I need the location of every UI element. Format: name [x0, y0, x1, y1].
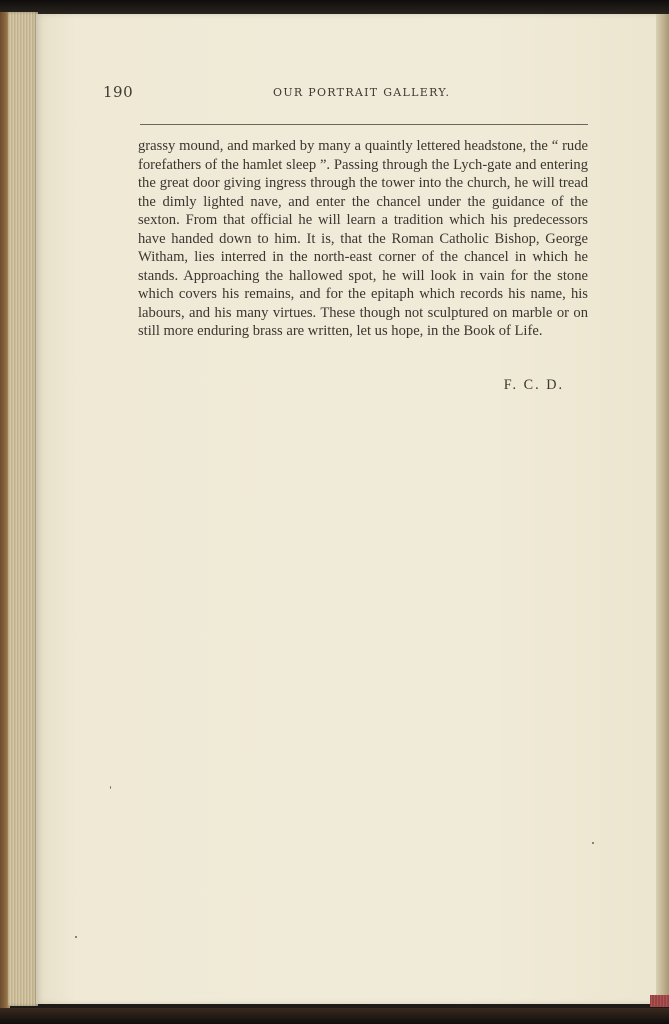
header-rule — [140, 124, 588, 125]
scan-background-top — [0, 0, 669, 14]
paper-speck — [110, 786, 111, 789]
running-title: OUR PORTRAIT GALLERY. — [273, 86, 451, 99]
body-paragraph: grassy mound, and marked by many a quaintly lettered headstone, the “ rude forefathers of the hamlet sleep ”. Passing through the Lych-gate and entering the great door giving ingress through the tower into the church, he will tread the dimly lighted nave, and enter the chancel under the guidance of the sexton. From that official he will learn a tradition which his predecessors have handed down to him. It is, that the Roman Catholic Bishop, George Witham, lies interred in the north-east corner of the chancel in which he stands. Approaching the hallowed spot, he will look in vain for the stone which covers his remains, and for the epitaph which records his name, his labours, and his many virtues. These though not sculptured on marble or on still more enduring brass are written, let us hope, in the Book of Life. — [138, 138, 588, 340]
page-number: 190 — [103, 83, 134, 101]
page-stack-edge — [8, 12, 38, 1006]
paper-speck — [75, 936, 77, 938]
page-right-edge — [656, 14, 669, 1004]
author-initials: F. C. D. — [503, 377, 564, 393]
scan-background-bottom — [0, 1008, 669, 1024]
page-red-edge — [650, 995, 669, 1007]
paper-speck — [592, 842, 594, 844]
